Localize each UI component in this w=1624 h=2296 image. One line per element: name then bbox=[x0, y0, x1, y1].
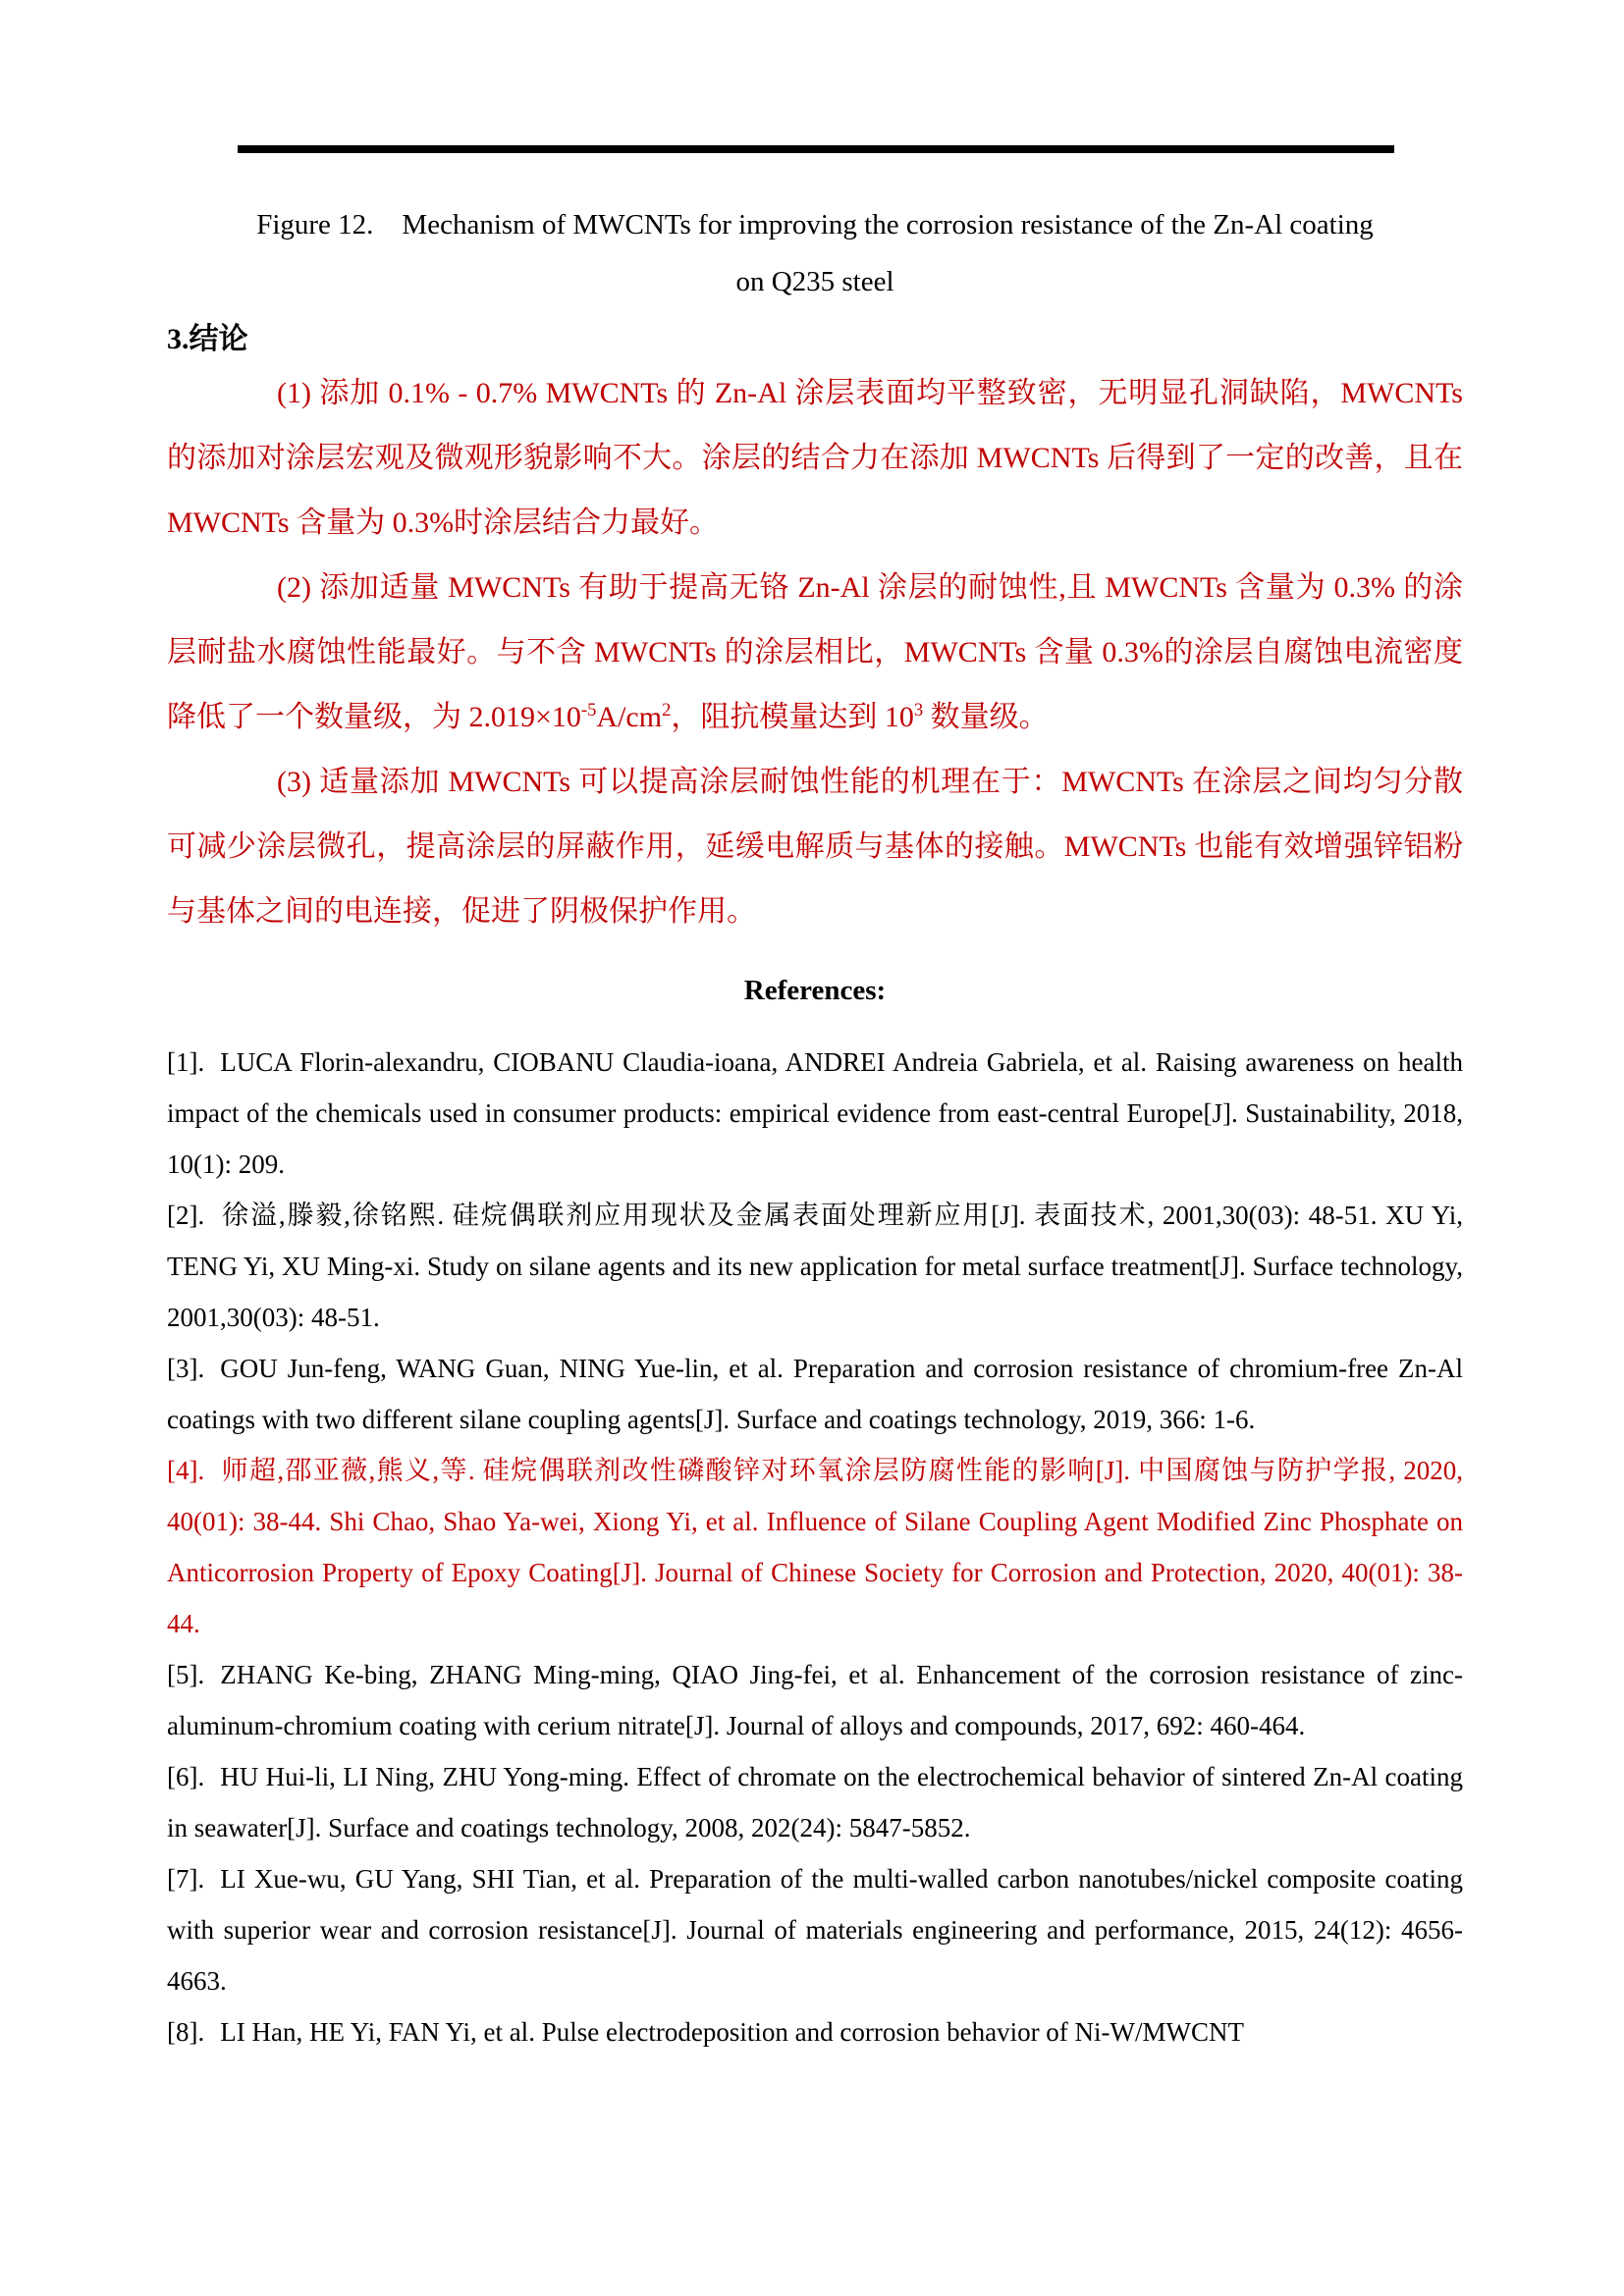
conclusion-p2-segment: 数量级。 bbox=[923, 701, 1049, 733]
reference-item bbox=[167, 2006, 1463, 2057]
reference-text: 徐溢,滕毅,徐铭熙. 硅烷偶联剂应用现状及金属表面处理新应用[J]. 表面技术, 2001,30(03): 48-51. XU Yi, TENG Yi, XU Ming-xi. Study on silane agents and its new application for metal surface treatment[J]. Surface technology, 2001,30(03): 48-51. bbox=[167, 1201, 1463, 1332]
reference-text: 师超,邵亚薇,熊义,等. 硅烷偶联剂改性磷酸锌对环氧涂层防腐性能的影响[J]. 中国腐蚀与防护学报, 2020, 40(01): 38-44. Shi Chao, Shao Ya-wei, Xiong Yi, et al. Influence of Silane Coupling Agent Modified Zinc Phosphate on Anticorrosion Property of Epoxy Coating[J]. Journal of Chinese Society for Corrosion and Protection, 2020, 40(01): 38-44. bbox=[167, 1456, 1463, 1638]
reference-text: LUCA Florin-alexandru, CIOBANU Claudia-ioana, ANDREI Andreia Gabriela, et al. Raising awareness on health impact of the chemicals used in consumer products: empirical evidence from east-central Europe[J]. Sustainability, 2018, 10(1): 209. bbox=[167, 1047, 1463, 1179]
references-list bbox=[167, 1037, 1463, 2057]
conclusion-paragraph-1: (1) 添加 0.1% - 0.7% MWCNTs 的 Zn-Al 涂层表面均平整致密，无明显孔洞缺陷，MWCNTs 的添加对涂层宏观及微观形貌影响不大。涂层的结合力在添加 MWCNTs 后得到了一定的改善，且在 MWCNTs 含量为 0.3%时涂层结合力最好。 bbox=[167, 377, 1463, 539]
reference-label: [4]. bbox=[167, 1456, 205, 1485]
conclusion-p2-segment: ，阻抗模量达到 10 bbox=[671, 701, 914, 733]
reference-label: [5]. bbox=[167, 1660, 205, 1689]
reference-text: LI Han, HE Yi, FAN Yi, et al. Pulse electrodeposition and corrosion behavior of Ni-W/MWCNT bbox=[220, 2017, 1245, 2047]
reference-label: [8]. bbox=[167, 2017, 205, 2047]
reference-item bbox=[167, 1853, 1463, 2006]
reference-item bbox=[167, 1343, 1463, 1445]
reference-item bbox=[167, 1445, 1463, 1649]
reference-text: ZHANG Ke-bing, ZHANG Ming-ming, QIAO Jing-fei, et al. Enhancement of the corrosion resistance of zinc-aluminum-chromium coating with cerium nitrate[J]. Journal of alloys and compounds, 2017, 692: 460-464. bbox=[167, 1660, 1463, 1740]
superscript-exponent: 2 bbox=[662, 700, 672, 721]
reference-label: [3]. bbox=[167, 1354, 205, 1383]
references-heading: References: bbox=[743, 975, 887, 1006]
reference-label: [6]. bbox=[167, 1762, 205, 1791]
superscript-exponent: -5 bbox=[580, 700, 597, 721]
conclusion-p2-segment: A/cm bbox=[596, 701, 663, 733]
reference-text: LI Xue-wu, GU Yang, SHI Tian, et al. Preparation of the multi-walled carbon nanotubes/nickel composite coating with superior wear and corrosion resistance[J]. Journal of materials engineering and performance, 2015, 24(12): 4656-4663. bbox=[167, 1864, 1463, 1996]
reference-item bbox=[167, 1649, 1463, 1751]
header-rule-divider bbox=[238, 145, 1394, 153]
figure-caption-line-1: Figure 12. Mechanism of MWCNTs for improving the corrosion resistance of the Zn-Al coating bbox=[256, 209, 1374, 240]
reference-text: GOU Jun-feng, WANG Guan, NING Yue-lin, et al. Preparation and corrosion resistance of chromium-free Zn-Al coatings with two different silane coupling agents[J]. Surface and coatings technology, 2019, 366: 1-6. bbox=[167, 1354, 1463, 1434]
reference-label: [1]. bbox=[167, 1047, 205, 1077]
conclusion-paragraph-3: (3) 适量添加 MWCNTs 可以提高涂层耐蚀性能的机理在于：MWCNTs 在涂层之间均匀分散可减少涂层微孔，提高涂层的屏蔽作用，延缓电解质与基体的接触。MWCNTs 也能有效增强锌铝粉与基体之间的电连接，促进了阴极保护作用。 bbox=[167, 766, 1463, 928]
section-heading-conclusion: 3.结论 bbox=[167, 323, 248, 355]
conclusion-p2-segment: (2) 添加适量 MWCNTs 有助于提高无铬 Zn-Al 涂层的耐蚀性,且 MWCNTs 含量为 0.3% 的涂层耐盐水腐蚀性能最好。与不含 MWCNTs 的涂层相比，MWCNTs 含量 0.3%的涂层自腐蚀电流密度降低了一个数量级，为 2.019×10 bbox=[167, 571, 1463, 733]
figure-caption bbox=[167, 196, 1463, 310]
reference-item bbox=[167, 1751, 1463, 1853]
page-content bbox=[167, 196, 1463, 2057]
reference-item bbox=[167, 1037, 1463, 1190]
reference-text: HU Hui-li, LI Ning, ZHU Yong-ming. Effect of chromate on the electrochemical behavior of sintered Zn-Al coating in seawater[J]. Surface and coatings technology, 2008, 202(24): 5847-5852. bbox=[167, 1762, 1463, 1842]
superscript-exponent: 3 bbox=[913, 700, 924, 721]
reference-label: [2]. bbox=[167, 1201, 205, 1230]
figure-caption-line-2: on Q235 steel bbox=[735, 266, 894, 297]
reference-label: [7]. bbox=[167, 1864, 205, 1894]
reference-item bbox=[167, 1190, 1463, 1343]
conclusion-paragraph-2 bbox=[167, 556, 1463, 750]
